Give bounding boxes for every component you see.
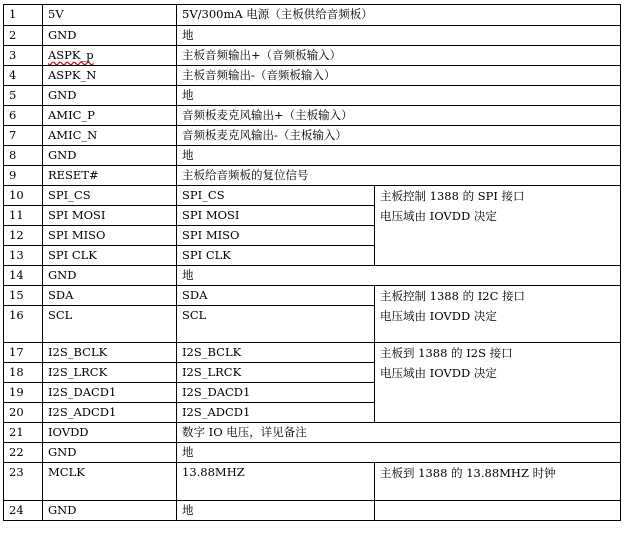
signal-description: SPI CLK	[177, 246, 375, 266]
table-row	[4, 443, 621, 463]
pin-number: 9	[4, 166, 43, 186]
table-row	[4, 106, 621, 126]
signal-name: I2S_ADCD1	[43, 403, 177, 423]
signal-description: 主板给音频板的复位信号	[177, 166, 621, 186]
pin-number: 2	[4, 26, 43, 46]
note-line: 主板控制 1388 的 I2C 接口	[380, 289, 526, 303]
signal-name: I2S_DACD1	[43, 383, 177, 403]
pin-number: 18	[4, 363, 43, 383]
note-line: 主板到 1388 的 13.88MHZ 时钟	[380, 466, 556, 480]
signal-description: 地	[177, 501, 375, 521]
note-line: 主板到 1388 的 I2S 接口	[380, 346, 513, 360]
mclk-note	[375, 463, 621, 501]
signal-description: 地	[177, 146, 621, 166]
note-line: 电压域由 IOVDD 决定	[380, 309, 497, 323]
pin-number: 11	[4, 206, 43, 226]
pin-number: 17	[4, 343, 43, 363]
signal-description: 地	[177, 443, 621, 463]
table-row	[4, 166, 621, 186]
signal-description: SDA	[177, 286, 375, 306]
signal-name: 5V	[43, 5, 177, 26]
signal-name: AMIC_N	[43, 126, 177, 146]
signal-description: 地	[177, 86, 621, 106]
signal-description: 地	[177, 26, 621, 46]
signal-name: IOVDD	[43, 423, 177, 443]
table-row	[4, 66, 621, 86]
signal-name: SCL	[43, 306, 177, 343]
table-row	[4, 146, 621, 166]
signal-name: I2S_BCLK	[43, 343, 177, 363]
note-line: 电压域由 IOVDD 决定	[380, 209, 497, 223]
table-row	[4, 26, 621, 46]
note-line: 主板控制 1388 的 SPI 接口	[380, 189, 525, 203]
pin-definition-table	[3, 4, 621, 521]
pin-number: 8	[4, 146, 43, 166]
signal-description: 数字 IO 电压，详见备注	[177, 423, 621, 443]
signal-name: MCLK	[43, 463, 177, 501]
signal-description: 音频板麦克风输出+（主板输入）	[177, 106, 621, 126]
pin-number: 10	[4, 186, 43, 206]
pin-number: 5	[4, 86, 43, 106]
pin-number: 7	[4, 126, 43, 146]
signal-description: SPI_CS	[177, 186, 375, 206]
table-row	[4, 126, 621, 146]
signal-name: SPI CLK	[43, 246, 177, 266]
pin-number: 1	[4, 5, 43, 26]
signal-description: 5V/300mA 电源（主板供给音频板）	[177, 5, 621, 26]
signal-description: 13.88MHZ	[177, 463, 375, 501]
signal-name: GND	[43, 443, 177, 463]
table-row	[4, 5, 621, 26]
signal-name	[43, 46, 177, 66]
signal-description: I2S_BCLK	[177, 343, 375, 363]
table-row	[4, 86, 621, 106]
spi-interface-note	[375, 186, 621, 266]
signal-description: I2S_LRCK	[177, 363, 375, 383]
signal-name: SPI MISO	[43, 226, 177, 246]
pin-number: 23	[4, 463, 43, 501]
signal-name: SDA	[43, 286, 177, 306]
note-line: 电压域由 IOVDD 决定	[380, 366, 497, 380]
pin-number: 13	[4, 246, 43, 266]
signal-name: GND	[43, 146, 177, 166]
signal-name: GND	[43, 501, 177, 521]
pin-number: 4	[4, 66, 43, 86]
signal-description: SPI MOSI	[177, 206, 375, 226]
table-row	[4, 266, 621, 286]
signal-name: GND	[43, 86, 177, 106]
signal-name: ASPK_N	[43, 66, 177, 86]
signal-description: SCL	[177, 306, 375, 343]
signal-name-text: ASPK_p	[48, 48, 94, 62]
signal-name: SPI MOSI	[43, 206, 177, 226]
signal-description: I2S_DACD1	[177, 383, 375, 403]
empty-note-cell	[375, 501, 621, 521]
table-row	[4, 46, 621, 66]
signal-name: RESET#	[43, 166, 177, 186]
table-row	[4, 501, 621, 521]
signal-name: GND	[43, 26, 177, 46]
signal-name: SPI_CS	[43, 186, 177, 206]
signal-description: 主板音频输出+（音频板输入）	[177, 46, 621, 66]
pin-number: 6	[4, 106, 43, 126]
pin-number: 22	[4, 443, 43, 463]
pin-number: 21	[4, 423, 43, 443]
signal-description: SPI MISO	[177, 226, 375, 246]
signal-name: I2S_LRCK	[43, 363, 177, 383]
i2s-interface-note	[375, 343, 621, 423]
pin-number: 14	[4, 266, 43, 286]
table-row	[4, 186, 621, 206]
signal-description: 地	[177, 266, 621, 286]
table-row	[4, 343, 621, 363]
signal-description: 主板音频输出-（音频板输入）	[177, 66, 621, 86]
table-row	[4, 423, 621, 443]
pin-number: 16	[4, 306, 43, 343]
table-row	[4, 286, 621, 306]
signal-description: 音频板麦克风输出-（主板输入）	[177, 126, 621, 146]
pin-number: 20	[4, 403, 43, 423]
i2c-interface-note	[375, 286, 621, 343]
pin-number: 15	[4, 286, 43, 306]
pin-number: 24	[4, 501, 43, 521]
table-row	[4, 463, 621, 501]
pin-number: 3	[4, 46, 43, 66]
pin-number: 12	[4, 226, 43, 246]
signal-name: GND	[43, 266, 177, 286]
pin-number: 19	[4, 383, 43, 403]
signal-description: I2S_ADCD1	[177, 403, 375, 423]
signal-name: AMIC_P	[43, 106, 177, 126]
